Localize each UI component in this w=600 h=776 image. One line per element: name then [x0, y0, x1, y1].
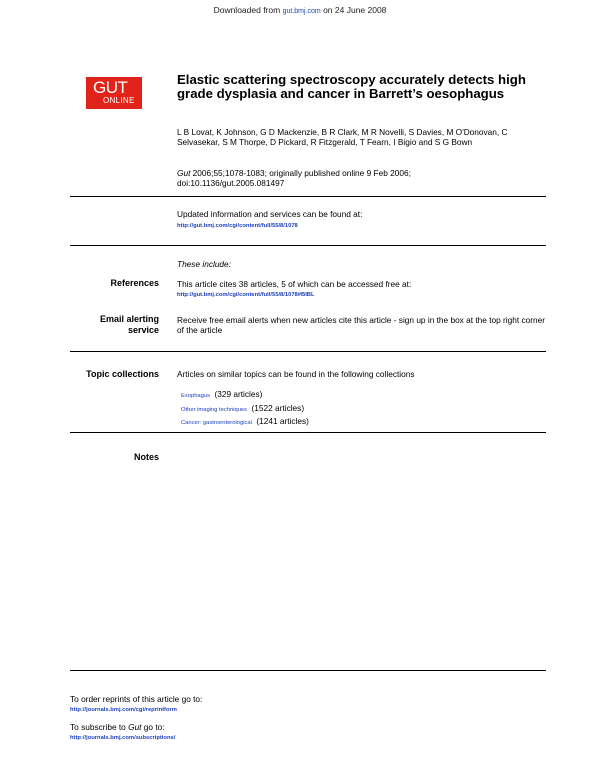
collection-item [181, 415, 541, 429]
topic-collections-text: Articles on similar topics can be found in the following collections [177, 369, 415, 379]
divider [70, 432, 546, 433]
subscribe-prefix: To subscribe to [70, 722, 129, 732]
updated-info [177, 209, 549, 231]
subscribe-section [70, 722, 540, 743]
subscribe-link[interactable]: http://journals.bmj.com/subscriptions/ [70, 735, 176, 741]
reprints-text: To order reprints of this article go to: [70, 694, 203, 704]
notes-label: Notes [133, 452, 159, 462]
updated-link[interactable]: http://gut.bmj.com/cgi/content/full/55/8/1078 [177, 223, 298, 229]
references-label: References [110, 278, 159, 288]
logo-gut-text: GUT [93, 78, 128, 97]
collection-link[interactable]: Other imaging techniques [181, 406, 248, 413]
gut-online-logo [86, 77, 142, 109]
download-prefix: Downloaded from [213, 5, 281, 15]
divider [70, 351, 546, 352]
collection-count: (329 articles) [214, 389, 263, 399]
subscribe-journal: Gut [128, 722, 142, 732]
collection-item [181, 388, 541, 402]
collection-count: (1241 articles) [256, 416, 309, 426]
collection-item [181, 402, 541, 416]
collection-link[interactable]: Esophagus [181, 393, 211, 399]
site-link[interactable]: gut.bmj.com [282, 8, 321, 15]
logo-online-text: ONLINE [103, 96, 135, 105]
article-title: Elastic scattering spectroscopy accurately detects high grade dysplasia and cancer in Barrett’s oesophagus [177, 72, 526, 101]
article-authors: L B Lovat, K Johnson, G D Mackenzie, B R Clark, M R Novelli, S Davies, M O'Donovan, C Selvasekar, S M Thorpe, D Pickard, R Fitzgerald, T Fearn, I Bigio and S G Bown [177, 127, 508, 147]
collections-list [181, 388, 541, 429]
divider [70, 245, 546, 246]
email-label-line1: Email alerting [99, 314, 159, 324]
doi: doi:10.1136/gut.2005.081497 [177, 178, 285, 188]
email-alerting-label [70, 314, 159, 336]
subscribe-suffix: go to: [141, 722, 165, 732]
divider [70, 670, 546, 671]
journal-name: Gut [177, 168, 191, 178]
references-section [177, 279, 549, 300]
citation-details: 2006;55;1078-1083; originally published online 9 Feb 2006; [190, 168, 411, 178]
divider [70, 196, 546, 197]
include-label: These include: [177, 259, 231, 269]
topic-collections-label: Topic collections [86, 369, 159, 379]
references-link[interactable]: http://gut.bmj.com/cgi/content/full/55/8/1078#BIBL [177, 292, 315, 298]
reprints-section [70, 694, 540, 715]
email-alert-text: Receive free email alerts when new articles cite this article - sign up in the box at the top right corner of the article [177, 315, 546, 335]
updated-text: Updated information and services can be found at: [177, 209, 363, 219]
download-date: on 24 June 2008 [323, 5, 387, 15]
download-header [0, 5, 600, 15]
email-label-line2: service [127, 325, 159, 335]
collection-count: (1522 articles) [251, 402, 305, 413]
collection-link[interactable]: Cancer: gastroenterological [181, 420, 252, 426]
article-citation [177, 168, 549, 188]
reprints-link[interactable]: http://journals.bmj.com/cgi/reprintform [70, 707, 177, 713]
references-text: This article cites 38 articles, 5 of which can be accessed free at: [177, 279, 412, 289]
